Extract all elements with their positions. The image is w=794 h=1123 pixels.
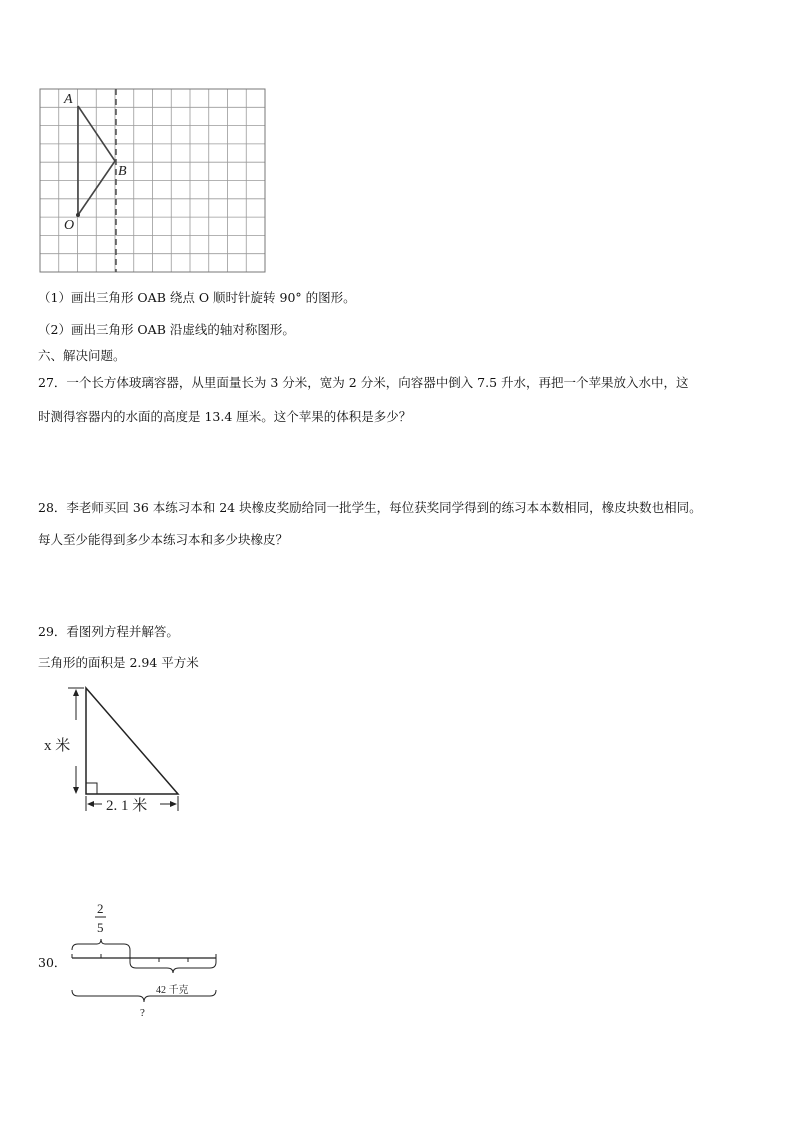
fraction-numerator: 2 — [97, 901, 104, 916]
unknown-label: ? — [140, 1007, 145, 1019]
segment-diagram-svg — [64, 896, 234, 1024]
label-o: O — [64, 218, 75, 233]
base-label: 2. 1 米 — [106, 798, 148, 814]
q30-number: 30． — [38, 955, 67, 970]
top-brace — [72, 939, 130, 950]
q27-line1: 27．一个长方体玻璃容器，从里面量长为 3 分米，宽为 2 分米，向容器中倒入 7.5 升水，再把一个苹果放入水中，这 — [38, 375, 689, 390]
q28-line2: 每人至少能得到多少本练习本和多少块橡皮？ — [38, 532, 289, 547]
right-triangle-svg — [40, 680, 200, 815]
q27-line2: 时测得容器内的水面的高度是 13.4 厘米。这个苹果的体积是多少？ — [38, 409, 412, 424]
instruction-1: （1）画出三角形 OAB 绕点 O 顺时针旋转 90° 的图形。 — [38, 290, 356, 305]
right-angle-mark — [86, 783, 97, 794]
known-part-brace — [130, 962, 216, 973]
instruction-2: （2）画出三角形 OAB 沿虚线的轴对称图形。 — [38, 322, 295, 337]
right-triangle — [86, 688, 178, 794]
label-a: A — [64, 92, 73, 107]
q29-title: 29．看图列方程并解答。 — [38, 624, 179, 639]
fraction-denominator: 5 — [97, 920, 104, 935]
segment-diagram — [64, 896, 234, 1024]
q29-subtitle: 三角形的面积是 2.94 平方米 — [38, 655, 199, 670]
total-brace — [72, 990, 216, 1002]
q28-line1: 28．李老师买回 36 本练习本和 24 块橡皮奖励给同一批学生，每位获奖同学得到的练习本本数相同，橡皮块数也相同。 — [38, 500, 702, 515]
base-arrow-right — [170, 801, 177, 807]
point-o — [76, 213, 80, 217]
label-b: B — [118, 164, 127, 179]
grid-svg — [38, 86, 268, 276]
grid-figure — [38, 86, 268, 276]
segment-ticks — [72, 950, 216, 962]
section-title: 六、解决问题。 — [38, 348, 126, 363]
right-triangle-figure — [40, 680, 200, 815]
height-arrow-down — [73, 787, 79, 794]
known-part-label: 42 千克 — [156, 985, 189, 996]
height-arrow-up — [73, 689, 79, 696]
base-arrow-left — [87, 801, 94, 807]
height-label: x 米 — [44, 738, 71, 754]
